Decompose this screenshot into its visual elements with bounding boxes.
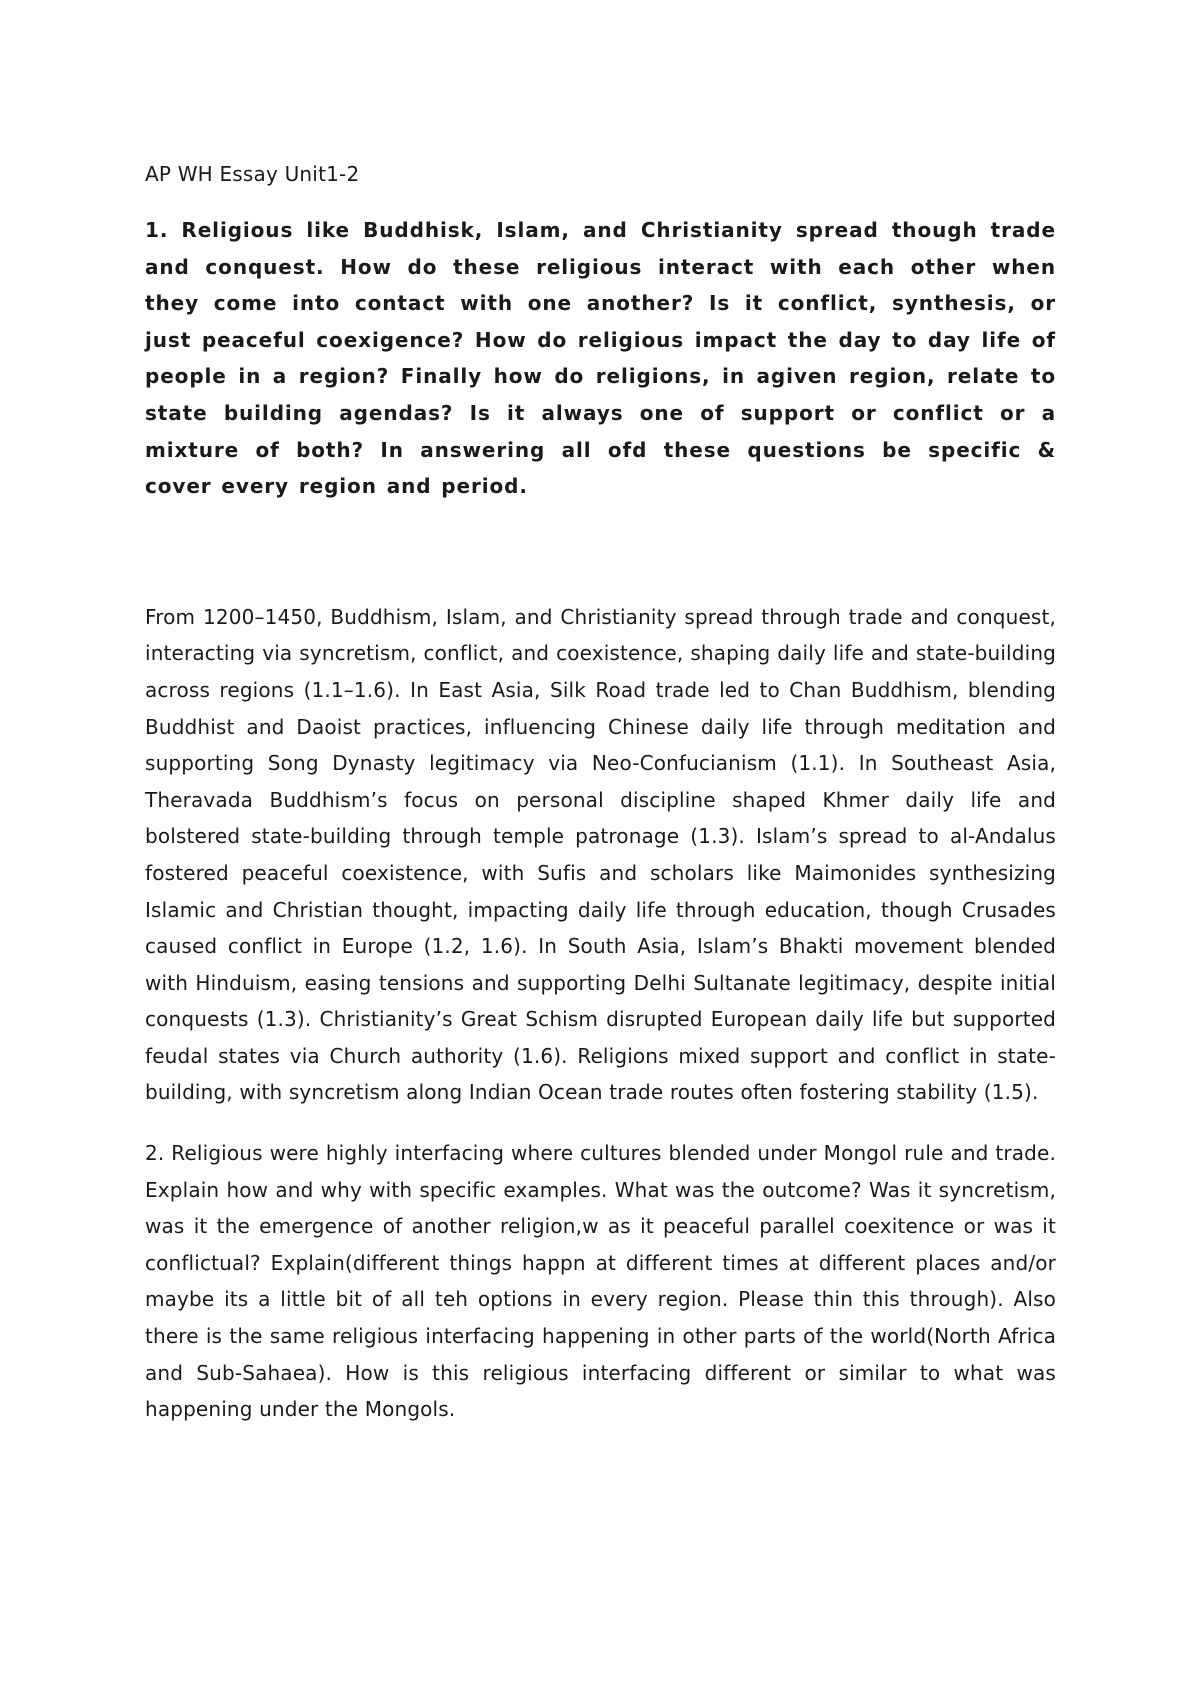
question-1-prompt: 1. Religious like Buddhisk, Islam, and Christianity spread though trade and conquest. How do these religious interact with each other when they come into contact with one another? Is it conflict, synthesis, or just peaceful coexigence? How do religious impact the day to day life of people in a region? Finally how do religions, in agiven region, relate to state building agendas? Is it always one of support or conflict or a mixture of both? In answering all ofd these questions be specific & cover every region and period. [145, 218, 1056, 499]
document-body [145, 160, 1056, 1428]
answer-1-paragraph: From 1200–1450, Buddhism, Islam, and Christianity spread through trade and conquest, interacting via syncretism, conflict, and coexistence, shaping daily life and state-building across regions (1.1–1.6). In East Asia, Silk Road trade led to Chan Buddhism, blending Buddhist and Daoist practices, influencing Chinese daily life through meditation and supporting Song Dynasty legitimacy via Neo-Confucianism (1.1). In Southeast Asia, Theravada Buddhism’s focus on personal discipline shaped Khmer daily life and bolstered state-building through temple patronage (1.3). Islam’s spread to al-Andalus fostered peaceful coexistence, with Sufis and scholars like Maimonides synthesizing Islamic and Christian thought, impacting daily life through education, though Crusades caused conflict in Europe (1.2, 1.6). In South Asia, Islam’s Bhakti movement blended with Hinduism, easing tensions and supporting Delhi Sultanate legitimacy, despite initial conquests (1.3). Christianity’s Great Schism disrupted European daily life but supported feudal states via Church authority (1.6). Religions mixed support and conflict in state-building, with syncretism along Indian Ocean trade routes often fostering stability (1.5). [145, 604, 1056, 1105]
question-2-prompt: 2. Religious were highly interfacing where cultures blended under Mongol rule and trade. Explain how and why with specific examples. What was the outcome? Was it syncretism, was it the emergence of another religion,w as it peaceful parallel coexitence or was it conflictual? Explain(different things happn at different times at different places and/or maybe its a little bit of all teh options in every region. Please thin this through). Also there is the same religious interfacing happening in other parts of the world(North Africa and Sub-Sahaea). How is this religious interfacing different or similar to what was happening under the Mongols. [145, 1141, 1056, 1422]
document-title: AP WH Essay Unit1-2 [145, 162, 360, 186]
